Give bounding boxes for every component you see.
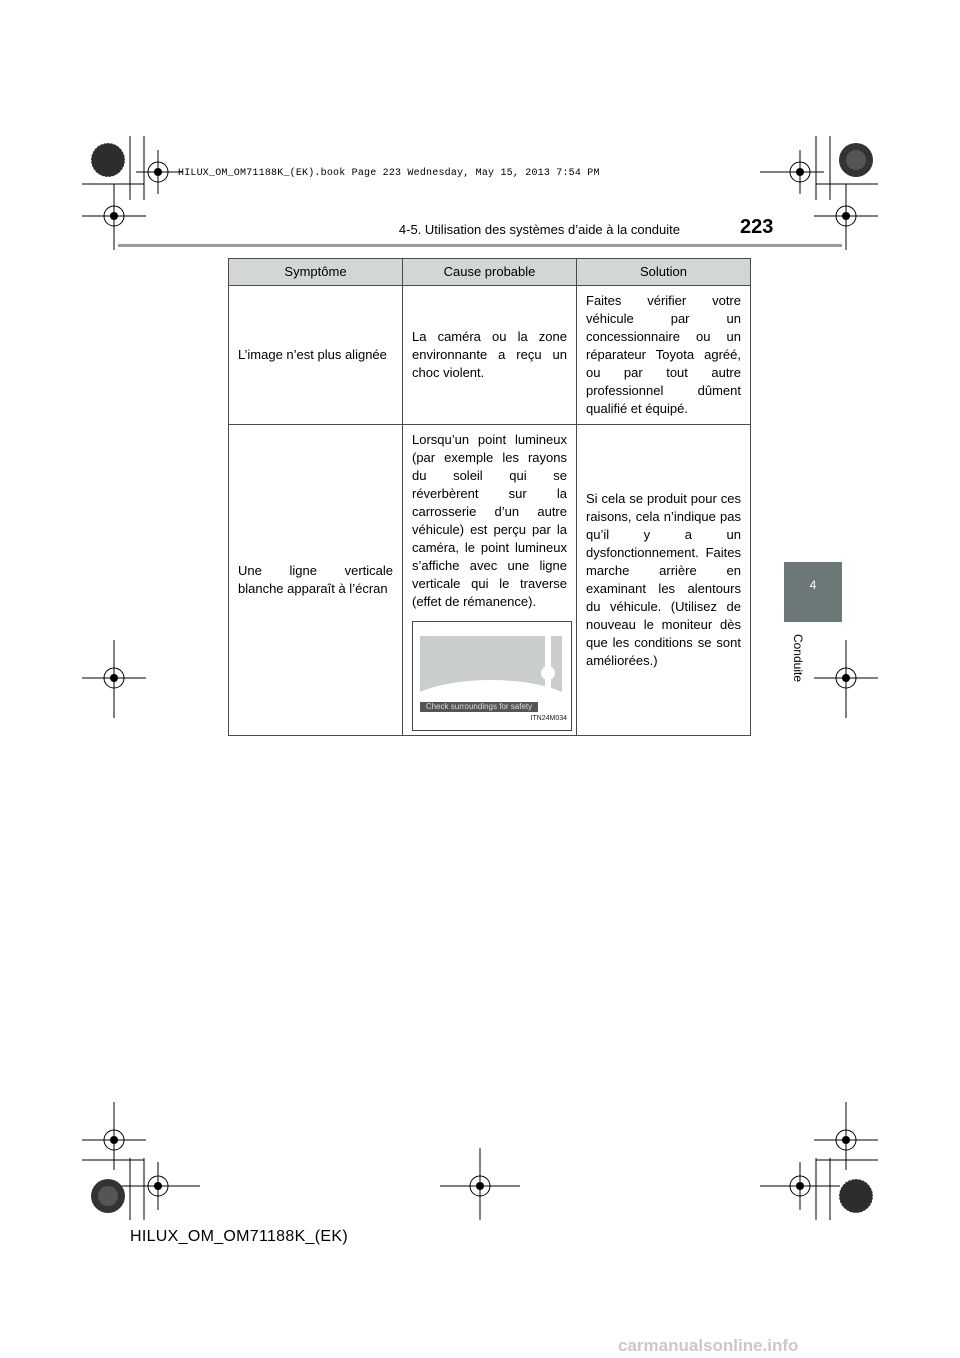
watermark: carmanualsonline.info: [618, 1336, 799, 1355]
page-number: 223: [740, 216, 774, 238]
table-header-row: [229, 259, 751, 286]
chapter-number: 4: [809, 578, 817, 592]
screen-message: Check surroundings for safety: [420, 702, 538, 712]
section-title: 4-5. Utilisation des systèmes d’aide à la conduite: [398, 222, 680, 237]
table-row: [229, 286, 751, 425]
chapter-tab: [784, 562, 842, 622]
camera-screen-illustration: [412, 621, 572, 731]
book-info: HILUX_OM_OM71188K_(EK).book Page 223 Wednesday, May 15, 2013 7:54 PM: [178, 168, 600, 179]
light-spot: [541, 666, 555, 680]
cause-text: Lorsqu’un point lumineux (par exemple les rayons du soleil qui se réverbèrent sur la carrosserie d’un autre véhicule) est perçu par la caméra, le point lumineux s’affiche avec une ligne verticale qui le traverse (effet de rémanence).: [412, 432, 567, 609]
chapter-label: Conduite: [791, 633, 805, 683]
monitor-screen: [420, 636, 562, 710]
solution-cell: Faites vérifier votre véhicule par un concessionnaire ou un réparateur Toyota agréé, ou par tout autre professionnel dûment qualifié et équipé.: [577, 286, 751, 425]
header-rule: [118, 244, 842, 247]
table-row: [229, 425, 751, 736]
document-code: HILUX_OM_OM71188K_(EK): [130, 1228, 348, 1245]
header-solution: Solution: [577, 259, 751, 286]
header-symptom: Symptôme: [229, 259, 403, 286]
cause-cell: [403, 425, 577, 736]
solution-cell: Si cela se produit pour ces raisons, cela n’indique pas qu’il y a un dysfonctionnement. Faites marche arrière en examinant les alentours du véhicule. (Utilisez de nouveau le moniteur dès que les conditions se sont améliorées.): [577, 425, 751, 736]
symptom-cell: Une ligne verticale blanche apparaît à l’écran: [229, 425, 403, 736]
cause-cell: La caméra ou la zone environnante a reçu un choc violent.: [403, 286, 577, 425]
header-cause: Cause probable: [403, 259, 577, 286]
symptom-cell: L’image n’est plus alignée: [229, 286, 403, 425]
illustration-code: ITN24M034: [530, 715, 567, 722]
troubleshooting-table: [228, 258, 751, 736]
